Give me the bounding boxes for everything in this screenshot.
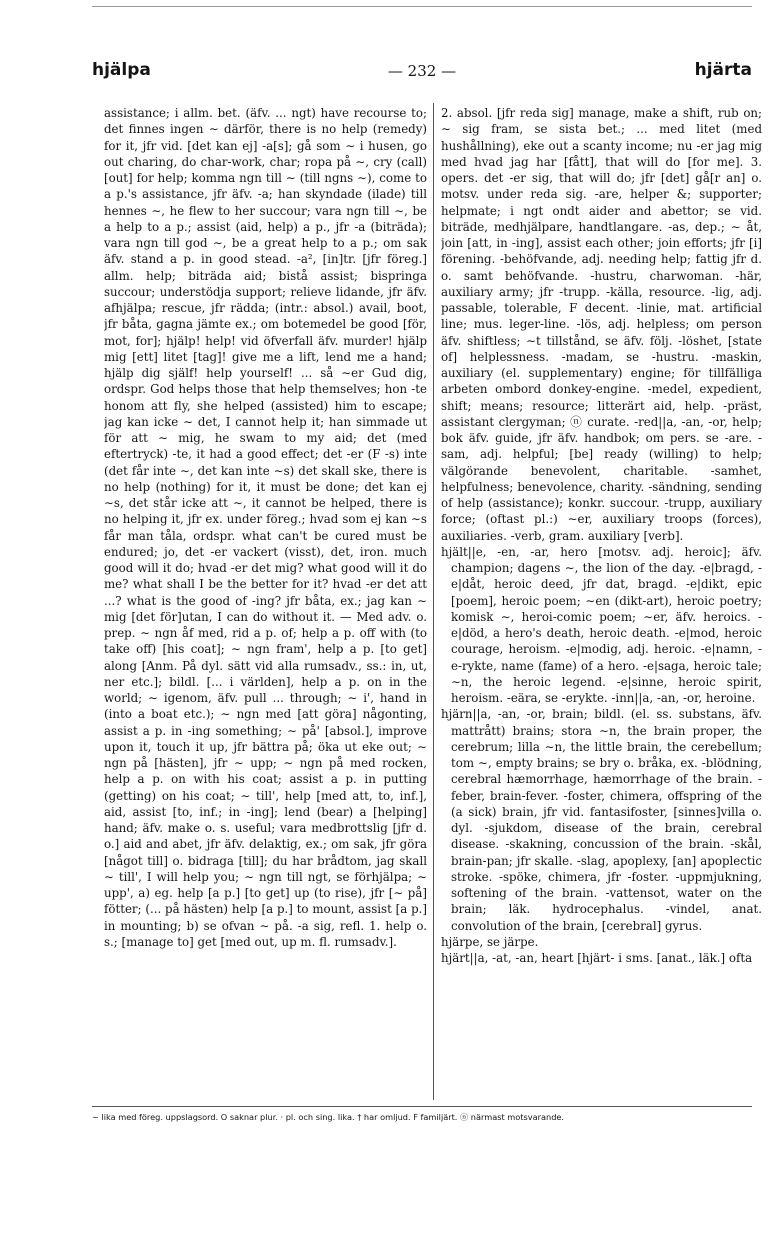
- headword-left: hjälpa: [92, 60, 151, 80]
- headword-right: hjärta: [694, 60, 752, 80]
- top-rule: [92, 6, 752, 7]
- dictionary-entry: assistance; i allm. bet. (äfv. ... ngt) have recourse to; det finnes ingen ∼ därför, there is no help (remedy) for it, jfr vid. [det kan ej] -a[s]; gå som ∼ i husen, go out charing, do char-work, char; ropa på ∼, cry (call) [out] for help; komma ngn till ∼ (till ngns ∼), come to a p.'s assistance, jfr äfv. -a; han skyndade (ilade) till hennes ∼, he flew to her succour; vara ngn till ∼, be a help to a p.; assist (aid, help) a p., jfr -a (biträda); vara ngn till god ∼, be a great help to a p.; om sak äfv. stand a p. in good stead. -a², [in]tr. [jfr föreg.] allm. help; biträda aid; bistå assist; bispringa succour; understödja support; relieve lidande, jfr äfv. afhjälpa; rescue, jfr rädda; (intr.: absol.) avail, boot, jfr båta, gagna jämte ex.; om botemedel be good [för, mot, for]; hjälp! help! vid öfverfall äfv. murder! hjälp mig [ett] litet [tag]! give me a lift, lend me a hand; hjälp dig själf! help yourself! ... så ∼er Gud dig, ordspr. God helps those that help themselves; hon -te honom att fly, she helped (assisted) him to escape; jag kan icke ∼ det, I cannot help it; han simmade ut för att ∼ mig, he swam to my aid; det (med eftertryck) -te, it had a good effect; det -er (F -s) inte (det får inte ∼, det kan inte ∼s) det skall ske, there is no help (nothing) for it, it must be done; det kan ej ∼s, det står icke att ∼, it cannot be helped, there is no helping it, jfr ex. under föreg.; hvad som ej kan ∼s får man tåla, ordspr. what can't be cured must be endured; jo, det -er vackert (visst), det, iron. much good will it do; hvad -er det mig? what good will it do me? what shall I be the better for it? hvad -er det att ...? what is the good of -ing? jfr båta, ex.; jag kan ∼ mig [det för]utan, I can do without it. — Med adv. o. prep. ∼ ngn åf med, rid a p. of; help a p. off with (to take off) [his coat]; ∼ ngn fram', help a p. [to get] along [Anm. På dyl. sätt vid alla rumsadv., ss.: in, ut, ner etc.]; bildl. [... i världen], help a p. on in the world; ∼ igenom, äfv. pull ... through; ∼ i', hand in (into a boat etc.); ∼ ngn med [att göra] någonting, assist a p. in -ing something; ∼ på' [absol.], improve upon it, touch it up, jfr bättra på; öka ut eke out; ∼ ngn på [hästen], jfr ∼ upp; ∼ ngn på med rocken, help a p. on with his coat; assist a p. in putting (getting) on his coat; ∼ till', help [med att, to, inf.], aid, assist [to, inf.; in -ing]; lend (bear) a [helping] hand; äfv. make o. s. useful; vara medbrottslig [jfr d. o.] aid and abet, jfr äfv. delaktig, ex.; om sak, jfr göra [något till] o. bidraga [till]; du har brådtom, jag skall ∼ till', I will help you; ∼ ngn till ngt, se förhjälpa; ∼ upp', a) eg. help [a p.] [to get] up (to rise), jfr [∼ på] fötter; (... på hästen) help [a p.] to mount, assist [a p.] in mounting; b) se ofvan ∼ på. -a sig, refl. 1. help o. s.; [manage to] get [med out, up m. fl. rumsadv.].: [104, 106, 427, 949]
- dictionary-entry: 2. absol. [jfr reda sig] manage, make a shift, rub on; ∼ sig fram, se sista bet.; ... med litet (med hushållning), eke out a scanty income; nu -er jag mig med hvad jag har [fått], that will do [for me]. 3. opers. det -er sig, that will do; jfr [det] gå[r an] o. motsv. under reda sig. -are, helper &; supporter; helpmate; i ngt ondt aider and abettor; se vid. biträde, medhjälpare, handtlangare. -as, dep.; ∼ åt, join [att, in -ing], assist each other; join efforts; jfr [i] förening. -behöfvande, adj. needing help; fattig jfr d. o. samt behöfvande. -hustru, charwoman. -här, auxiliary army; jfr -trupp. -källa, resource. -lig, adj. passable, tolerable, F decent. -linie, mat. artificial line; mus. leger-line. -lös, adj. helpless; om person äfv. shiftless; ∼t tillstånd, se äfv. följ. -löshet, [state of] helplessness. -madam, se -hustru. -maskin, auxiliary (el. supplementary) engine; för tillfälliga arbeten ombord donkey-engine. -medel, expedient, shift; means; resource; litterärt aid, help. -präst, assistant clergyman; ⓝ curate. -red||a, -an, -or, help; bok äfv. guide, jfr äfv. handbok; om pers. se -are. -sam, adj. helpful; [be] ready (willing) to help; välgörande benevolent, charitable. -samhet, helpfulness; benevolence, charity. -sändning, sending of help (assistance); konkr. succour. -trupp, auxiliary force; (oftast pl.:) ∼er, auxiliary troops (forces), auxiliaries. -verb, gram. auxiliary [verb].: [441, 106, 762, 543]
- dictionary-entry: hjärt||a, -at, -an, heart [hjärt- i sms. [anat., läk.] ofta: [441, 951, 753, 965]
- dictionary-entry: hjärpe, se järpe.: [441, 934, 539, 949]
- dictionary-entry: hjält||e, -en, -ar, hero [motsv. adj. heroic]; äfv. champion; dagens ∼, the lion of the day. -e|bragd, -e|dåt, heroic deed, jfr dat, bragd. -e|dikt, epic [poem], heroic poem; ∼en (dikt-art), heroic poetry; komisk ∼, heroi-comic poem; ∼er, äfv. heroics. -e|död, a hero's death, heroic death. -e|mod, heroic courage, heroism. -e|modig, adj. heroic. -e|namn, -e-rykte, name (fame) of a hero. -e|saga, heroic tale; ∼n, the heroic legend. -e|sinne, heroic spirit, heroism. -eära, se -erykte. -inn||a, -an, -or, heroine.: [441, 544, 762, 705]
- dictionary-entry: hjärn||a, -an, -or, brain; bildl. (el. ss. substans, äfv. mattrått) brains; stora ∼n, the brain proper, the cerebrum; lilla ∼n, the little brain, the cerebellum; tom ∼, empty brains; se bry o. bråka, ex. -blödning, cerebral hæmorrhage, hæmorrhage of the brain. -feber, brain-fever. -foster, chimera, offspring of the (a sick) brain, jfr vid. fantasifoster, [sinnes]villa o. dyl. -sjukdom, disease of the brain, cerebral disease. -skakning, concussion of the brain. -skål, brain-pan; jfr skalle. -slag, apoplexy, [an] apoplectic stroke. -spöke, chimera, jfr -foster. -uppmjukning, softening of the brain. -vattensot, water on the brain; läk. hydrocephalus. -vindel, anat. convolution of the brain, [cerebral] gyrus.: [441, 707, 762, 933]
- left-column: [104, 105, 427, 1100]
- column-divider: [433, 103, 434, 1100]
- page-header: [92, 60, 752, 88]
- abbreviation-legend: ∼ lika med föreg. uppslagsord. O saknar plur. · pl. och sing. lika. † har omljud. F familjärt. ⓝ närmast motsvarande.: [92, 1112, 565, 1122]
- page-number: — 232 —: [387, 62, 457, 80]
- right-column: [441, 105, 762, 1100]
- footer-rule: [92, 1106, 752, 1107]
